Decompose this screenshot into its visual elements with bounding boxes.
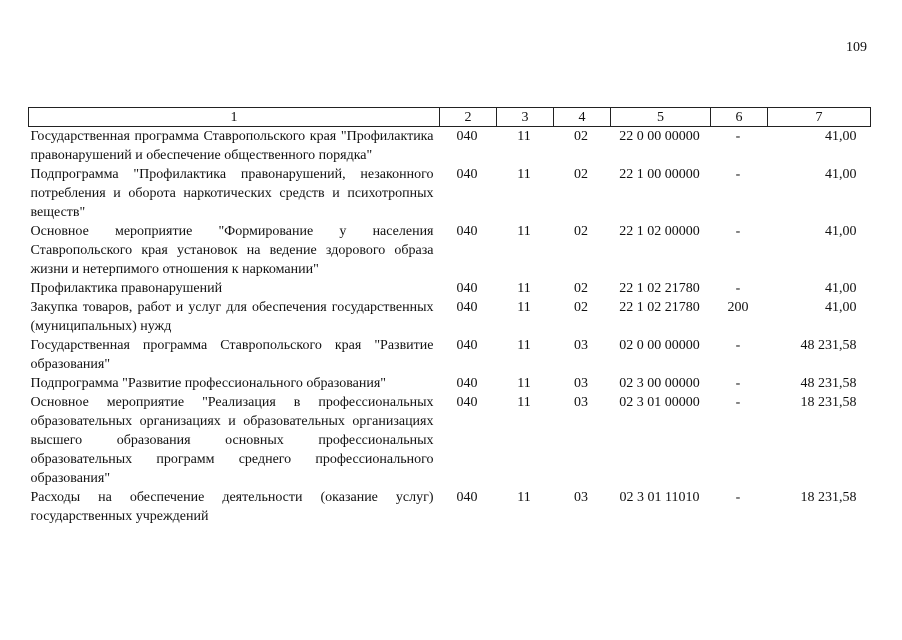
cell-subsection: 02	[574, 300, 588, 315]
row-name: Государственная программа Ставропольского края "Развитие образования"	[30, 338, 434, 372]
column-header: 3	[497, 108, 554, 127]
cell-section: 11	[517, 224, 531, 239]
cell-ministry: 040	[456, 376, 478, 391]
cell-target-article: 22 1 00 00000	[619, 167, 700, 182]
cell-expense-type: -	[735, 338, 741, 353]
cell-expense-type: 200	[727, 300, 749, 315]
cell-target-article: 22 1 02 21780	[619, 300, 700, 315]
cell-subsection: 03	[574, 395, 588, 410]
cell-target-article: 22 1 02 00000	[619, 224, 700, 239]
cell-ministry: 040	[456, 281, 478, 296]
cell-subsection: 02	[574, 129, 588, 144]
cell-ministry: 040	[456, 167, 478, 182]
cell-amount: 41,00	[825, 224, 857, 239]
table-row	[29, 165, 871, 222]
cell-ministry: 040	[456, 300, 478, 315]
cell-amount: 18 231,58	[800, 395, 857, 410]
cell-subsection: 03	[574, 338, 588, 353]
header-row	[29, 108, 871, 127]
cell-amount: 48 231,58	[800, 338, 857, 353]
column-header: 5	[611, 108, 711, 127]
cell-section: 11	[517, 490, 531, 505]
cell-target-article: 02 3 01 00000	[619, 395, 700, 410]
cell-target-article: 02 3 00 00000	[619, 376, 700, 391]
cell-amount: 48 231,58	[800, 376, 857, 391]
cell-section: 11	[517, 167, 531, 182]
cell-subsection: 02	[574, 224, 588, 239]
cell-subsection: 03	[574, 376, 588, 391]
cell-subsection: 02	[574, 281, 588, 296]
table-row	[29, 279, 871, 298]
cell-amount: 18 231,58	[800, 490, 857, 505]
cell-amount: 41,00	[825, 167, 857, 182]
row-name: Подпрограмма "Развитие профессионального образования"	[30, 376, 386, 391]
row-name: Подпрограмма "Профилактика правонарушений, незаконного потребления и оборота наркотических средств и психотропных веществ"	[30, 167, 434, 220]
cell-expense-type: -	[735, 167, 741, 182]
cell-ministry: 040	[456, 129, 478, 144]
cell-amount: 41,00	[825, 129, 857, 144]
cell-expense-type: -	[735, 129, 741, 144]
cell-section: 11	[517, 281, 531, 296]
column-header: 1	[29, 108, 440, 127]
cell-ministry: 040	[456, 224, 478, 239]
table-row	[29, 393, 871, 488]
cell-subsection: 02	[574, 167, 588, 182]
cell-expense-type: -	[735, 376, 741, 391]
table-row	[29, 336, 871, 374]
cell-section: 11	[517, 376, 531, 391]
table-row	[29, 222, 871, 279]
cell-target-article: 22 1 02 21780	[619, 281, 700, 296]
cell-ministry: 040	[456, 395, 478, 410]
cell-section: 11	[517, 338, 531, 353]
cell-section: 11	[517, 129, 531, 144]
table-row	[29, 127, 871, 166]
cell-subsection: 03	[574, 490, 588, 505]
column-header: 6	[711, 108, 768, 127]
page-number: 109	[846, 40, 867, 55]
cell-target-article: 02 0 00 00000	[619, 338, 700, 353]
row-name: Основное мероприятие "Реализация в профессиональных образовательных организациях и образовательных организациях высшего образования основных профессиональных образовательных программ среднего профессионального образования"	[30, 395, 434, 486]
budget-table	[28, 107, 871, 526]
cell-ministry: 040	[456, 490, 478, 505]
row-name: Закупка товаров, работ и услуг для обеспечения государственных (муниципальных) нужд	[30, 300, 434, 334]
row-name: Профилактика правонарушений	[30, 281, 223, 296]
table-row	[29, 488, 871, 526]
row-name: Расходы на обеспечение деятельности (оказание услуг) государственных учреждений	[30, 490, 434, 524]
cell-section: 11	[517, 300, 531, 315]
cell-ministry: 040	[456, 338, 478, 353]
cell-amount: 41,00	[825, 300, 857, 315]
cell-section: 11	[517, 395, 531, 410]
cell-expense-type: -	[735, 224, 741, 239]
column-header: 4	[554, 108, 611, 127]
table-row	[29, 298, 871, 336]
column-header: 2	[440, 108, 497, 127]
cell-expense-type: -	[735, 395, 741, 410]
column-header: 7	[768, 108, 871, 127]
cell-target-article: 22 0 00 00000	[619, 129, 700, 144]
row-name: Основное мероприятие "Формирование у населения Ставропольского края установок на ведение здорового образа жизни и нетерпимого отношения к наркомании"	[30, 224, 434, 277]
cell-expense-type: -	[735, 490, 741, 505]
cell-expense-type: -	[735, 281, 741, 296]
cell-amount: 41,00	[825, 281, 857, 296]
row-name: Государственная программа Ставропольского края "Профилактика правонарушений и обеспечение общественного порядка"	[30, 129, 434, 163]
cell-target-article: 02 3 01 11010	[619, 490, 700, 505]
table-row	[29, 374, 871, 393]
